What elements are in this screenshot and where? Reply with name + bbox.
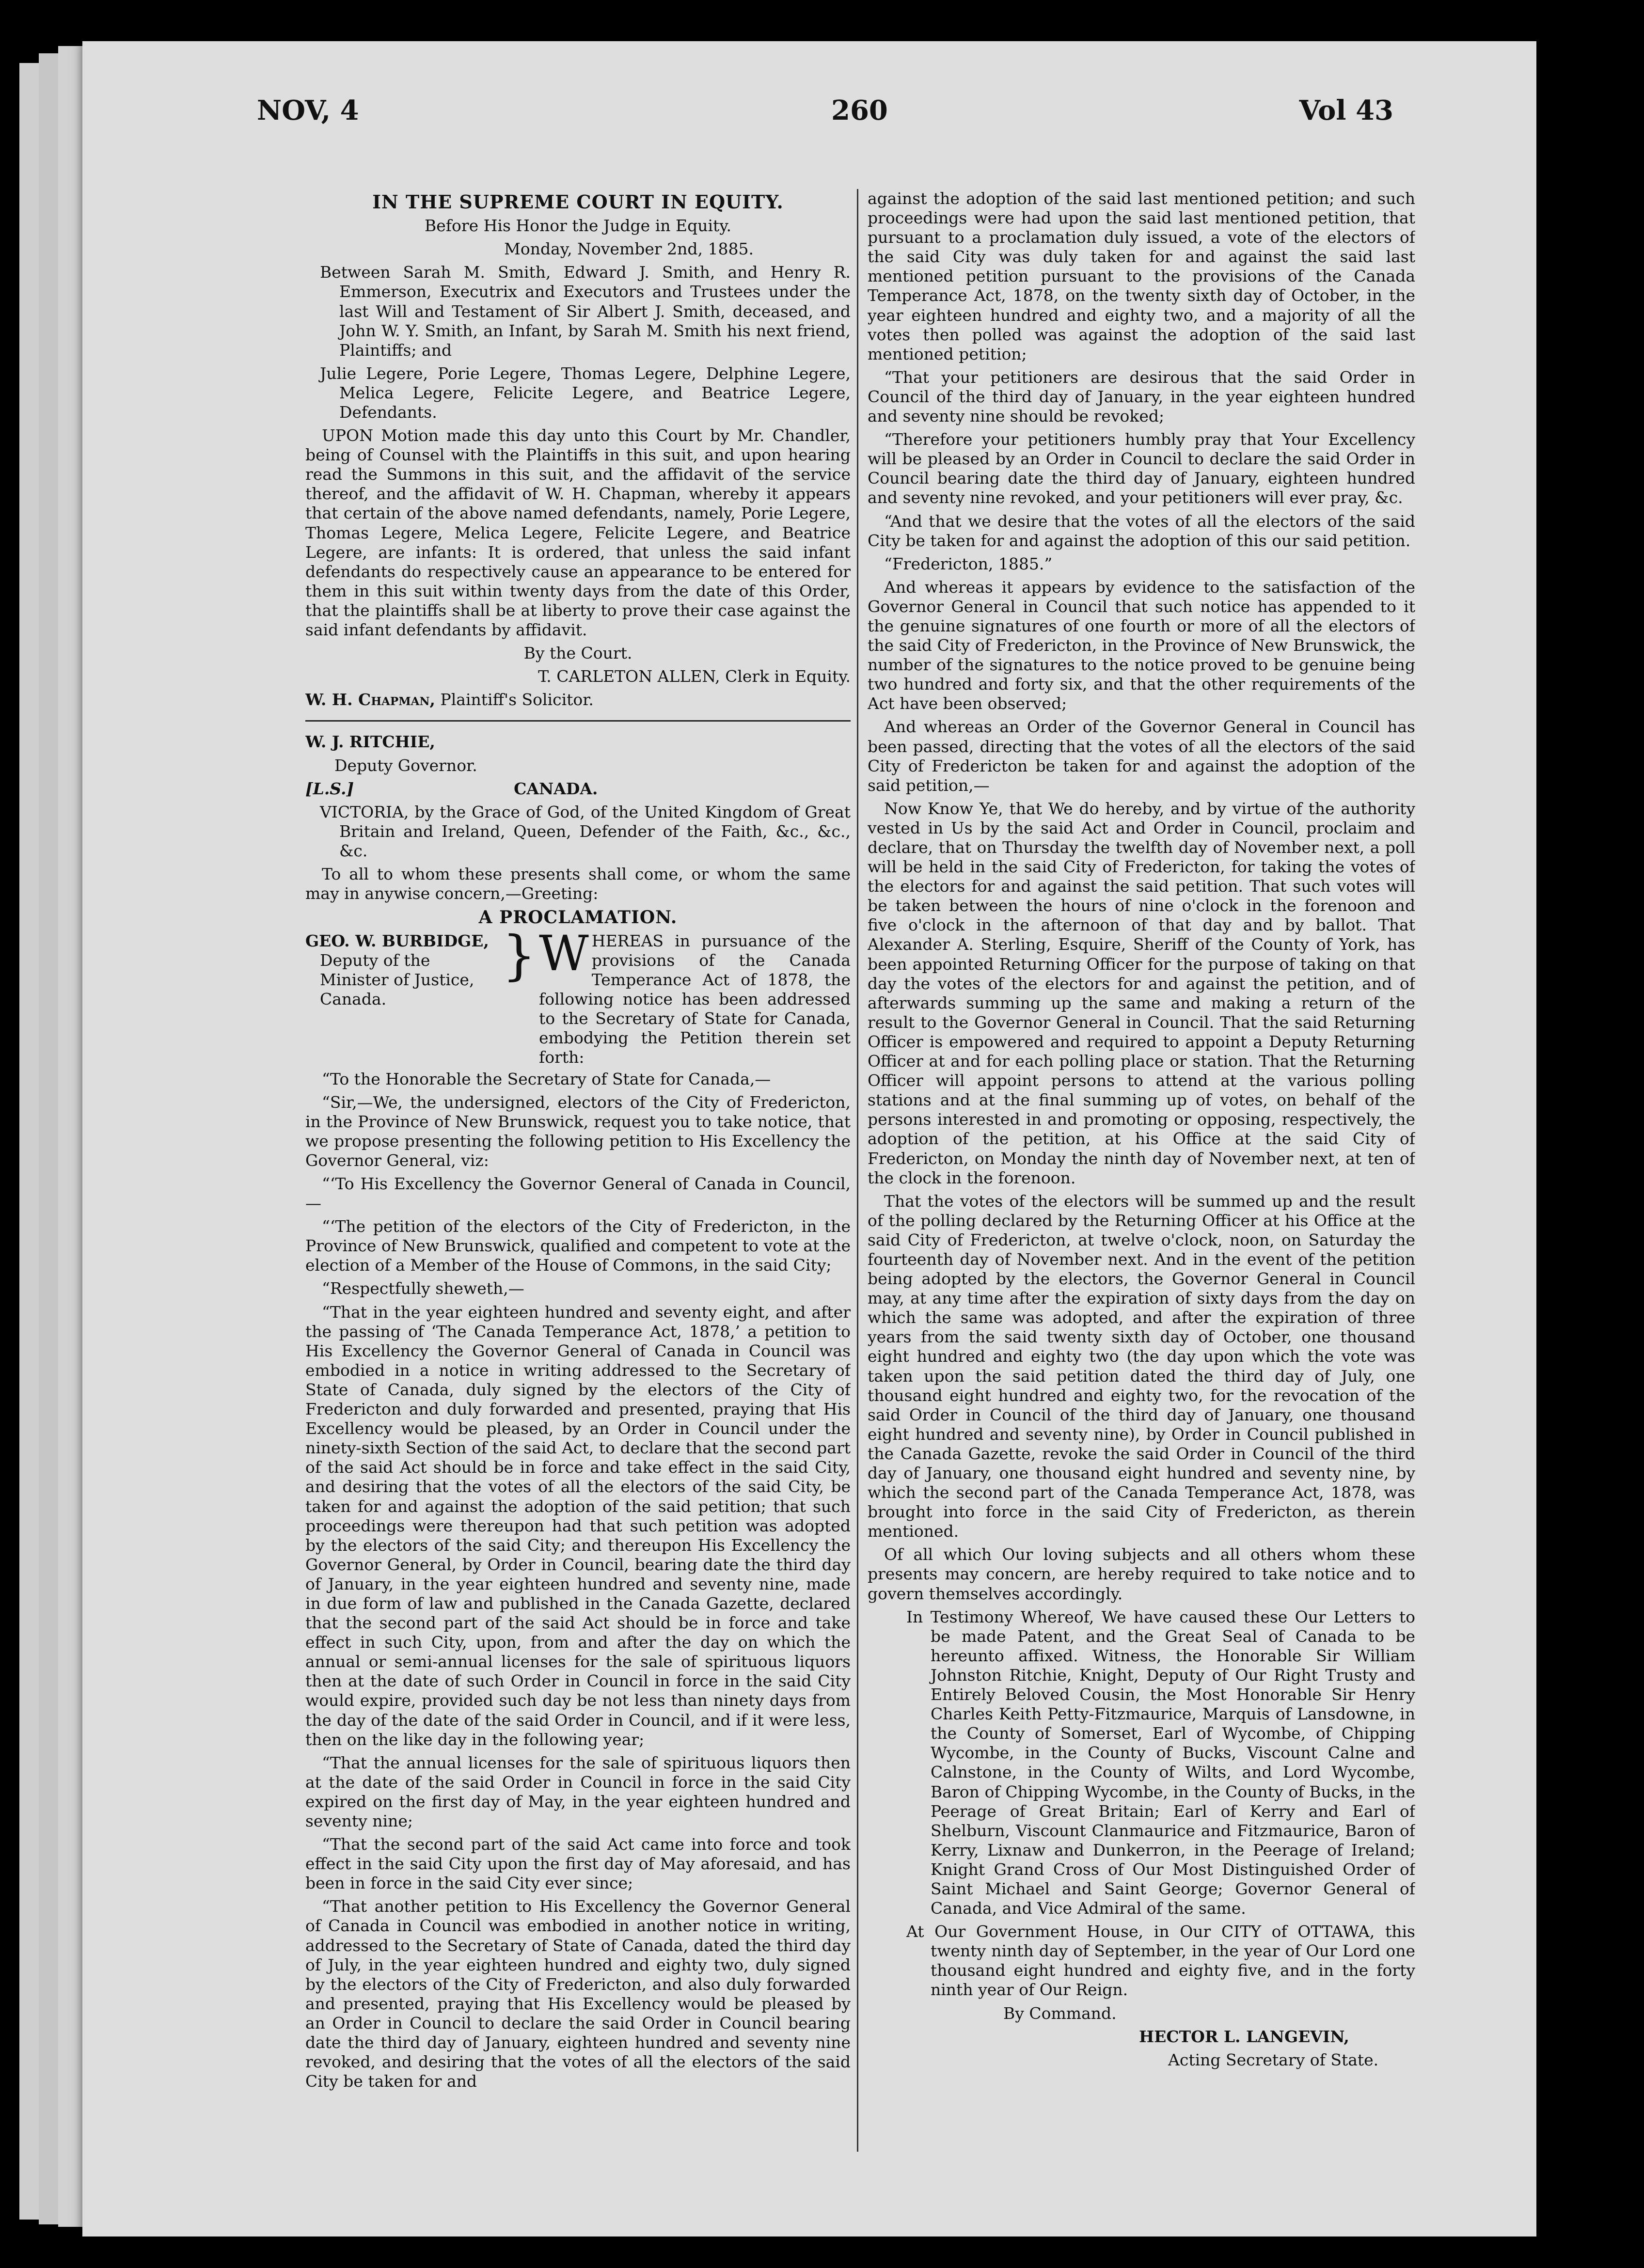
deputy-title: Deputy of the Minister of Justice, Canada. xyxy=(320,950,474,1009)
brace-glyph: } xyxy=(502,924,536,986)
petition-para: “Sir,—We, the undersigned, electors of the City of Fredericton, in the Province of New Brunswick, request you to take notice, that we propose presenting the following petition to His Excellency the Governor General, viz: xyxy=(305,1092,851,1170)
proclamation-to-all: To all to whom these presents shall come, or whom the same may in anywise concern,—Greeting: xyxy=(305,864,851,903)
right-column xyxy=(868,189,1415,2152)
petition-para: “Respectfully sheweth,— xyxy=(322,1279,524,1298)
government-house-para: At Our Government House, in Our CITY of OTTAWA, this twenty ninth day of September, in the year of Our Lord one thousand eight hundred and eighty five, and in the forty ninth year of Our Reign. xyxy=(906,1922,1415,2000)
petition-para: “That your petitioners are desirous that the said Order in Council of the third day of January, in the year eighteen hundred and seventy nine should be revoked; xyxy=(868,367,1415,426)
secretary-title: Acting Secretary of State. xyxy=(1168,2050,1379,2069)
proclamation-para: That the votes of the electors will be summed up and the result of the polling declared by the Returning Officer at his Office at the said City of Fredericton, at twelve o'clock, noon, on Saturday the fourteenth day of November next. And in the event of the petition being adopted by the electors, the Governor General in Council may, at any time after the expiration of sixty days from the day on which the same was adopted, and after the expiration of three years from the said twenty sixth day of October, one thousand eight hundred and eighty two (the day upon which the vote was taken upon the said petition dated the third day of July, one thousand eight hundred and eighty two, for the revocation of the said Order in Council of the third day of January, one thousand eight hundred and seventy nine), by Order in Council published in the Canada Gazette, revoke the said Order in Council of the third day of January, one thousand eight hundred and seventy nine, by which the second part of the Canada Temperance Act, 1878, was brought into force in the said City of Fredericton, as therein mentioned. xyxy=(868,1191,1415,1541)
by-command: By Command. xyxy=(1003,2003,1117,2023)
solicitor-name: W. H. Chapman, xyxy=(305,690,436,709)
petition-para: “Therefore your petitioners humbly pray that Your Excellency will be pleased by an Order in Council to declare the said Order in Council bearing date the third day of January, eighteen hundred and seventy nine revoked, and your petitioners will ever pray, &c. xyxy=(868,430,1415,507)
proclamation-para: And whereas it appears by evidence to the satisfaction of the Governor General in Council that such notice has appended to it the genuine signatures of one fourth or more of all the electors of the said City of Fredericton, in the Province of New Brunswick, the number of the signatures to the notice proved to be genuine being two hundred and forty six, and that the other requirements of the Act have been observed; xyxy=(868,577,1415,713)
proclamation-victoria: VICTORIA, by the Grace of God, of the United Kingdom of Great Britain and Ireland, Queen, Defender of the Faith, &c., &c., &c. xyxy=(320,802,851,860)
petition-para: “To the Honorable the Secretary of State for Canada,— xyxy=(322,1069,771,1088)
header-volume: Vol 43 xyxy=(1299,94,1393,126)
petition-para: “‘To His Excellency the Governor General of Canada in Council,— xyxy=(305,1174,851,1213)
court-before: Before His Honor the Judge in Equity. xyxy=(424,216,732,236)
whereas-text xyxy=(539,925,851,1068)
left-column xyxy=(305,189,851,2152)
page-header xyxy=(257,94,1393,148)
court-title: IN THE SUPREME COURT IN EQUITY. xyxy=(372,191,784,213)
court-between: Between Sarah M. Smith, Edward J. Smith, and Henry R. Emmerson, Executrix and Executors and Trustees under the last Will and Testament of Sir Albert J. Smith, deceased, and John W. Y. Smith, an Infant, by Sarah M. Smith his next friend, Plaintiffs; and xyxy=(320,263,851,360)
section-divider xyxy=(305,720,851,722)
proclamation-para: Now Know Ye, that We do hereby, and by virtue of the authority vested in Us by the said Act and Order in Council, proclaim and declare, that on Thursday the twelfth day of November next, a poll will be held in the said City of Fredericton, for taking the votes of the electors for and against the said petition. That such votes will be taken between the hours of nine o'clock in the forenoon and five o'clock in the afternoon of that day and by ballot. That Alexander A. Sterling, Esquire, Sheriff of the County of York, has been appointed Returning Officer for the purpose of taking on that day the votes of the electors for and against the petition, and of afterwards summing up the same and making a return of the result to the Governor General in Council. That the said Returning Officer is empowered and required to appoint a Deputy Returning Officer at and for each polling place or station. That the Returning Officer will appoint persons to attend at the various polling stations and at the final summing up of votes, on behalf of the persons interested in and promoting or opposing, respectively, the adoption of the petition, at his Office at the said City of Fredericton, on Monday the ninth day of November next, at ten of the clock in the forenoon. xyxy=(868,799,1415,1187)
petition-para: “That the second part of the said Act came into force and took effect in the said City upon the first day of May aforesaid, and has been in force in the said City ever since; xyxy=(305,1835,851,1893)
petition-para: against the adoption of the said last mentioned petition; and such proceedings were had upon the said last mentioned petition, that pursuant to a proclamation duly issued, a vote of the electors of the said City was duly taken for and against the said last mentioned petition pursuant to the provisions of the Canada Temperance Act, 1878, on the twenty sixth day of October, in the year eighteen hundred and eighty two, and a majority of all the votes then polled was against the adoption of the said last mentioned petition; xyxy=(868,189,1415,363)
deputy-info xyxy=(305,931,499,1009)
solicitor-role: Plaintiff's Solicitor. xyxy=(440,690,594,709)
whereas-body: HEREAS in pursuance of the provisions of the Canada Temperance Act of 1878, the following notice has been addressed to the Secretary of State for Canada, embodying the Petition therein set forth: xyxy=(539,931,851,1067)
proclamation-para: Of all which Our loving subjects and all others whom these presents may concern, are hereby required to take notice and to govern themselves accordingly. xyxy=(868,1545,1415,1603)
court-solicitor xyxy=(305,690,851,709)
deputy-name: GEO. W. BURBIDGE, xyxy=(305,931,489,950)
seal-line xyxy=(305,779,851,799)
header-date: NOV, 4 xyxy=(257,94,359,126)
petition-para: “That in the year eighteen hundred and seventy eight, and after the passing of ‘The Canada Temperance Act, 1878,’ a petition to His Excellency the Governor General of Canada in Council was embodied in a notice in writing addressed to the Secretary of State of Canada, duly signed by the electors of the City of Fredericton and duly forwarded and presented, praying that His Excellency would be pleased, by an Order in Council under the ninety-sixth Section of the said Act, to declare that the second part of the said Act should be in force and take effect in the said City, and desiring that the votes of all the electors of the said City, be taken for and against the adoption of the said petition; that such proceedings were thereupon had that such petition was adopted by the electors of the said City; and thereupon His Excellency the Governor General, by Order in Council, bearing date the third day of January, in the year eighteen hundred and seventy nine, made in due form of law and published in the Canada Gazette, declared that the second part of the said Act should be in force and take effect in such City, upon, from and after the day on which the annual or semi-annual licenses for the sale of spirituous liquors then at the date of such Order in Council in force in the said City would expire, provided such day be not less than ninety days from the day of the date of the said Order in Council, and if it were less, then on the like day in the following year; xyxy=(305,1302,851,1749)
court-defendants: Julie Legere, Porie Legere, Thomas Legere, Delphine Legere, Melica Legere, Felicite Legere, and Beatrice Legere, Defendants. xyxy=(320,363,851,422)
proclamation-signer-title: Deputy Governor. xyxy=(334,756,477,775)
petition-para: “That the annual licenses for the sale of spirituous liquors then at the date of the said Order in Council in force in the said City expired on the first day of May, in the year eighteen hundred and seventy nine; xyxy=(305,1753,851,1831)
seal-mark: [L.S.] xyxy=(305,779,354,798)
secretary-name: HECTOR L. LANGEVIN, xyxy=(1139,2027,1349,2046)
petition-para: “‘The petition of the electors of the City of Fredericton, in the Province of New Brunswick, qualified and competent to vote at the election of a Member of the House of Commons, in the said City; xyxy=(305,1217,851,1275)
deputy-block xyxy=(305,924,851,1068)
petition-para: “That another petition to His Excellency the Governor General of Canada in Council was embodied in another notice in writing, addressed to the Secretary of State of Canada, dated the third day of July, in the year eighteen hundred and eighty two, duly signed by the electors of the City of Fredericton, and also duly forwarded and presented, praying that His Excellency would be pleased by an Order in Council to declare the said Order in Council bearing date the third day of January, eighteen hundred and seventy nine revoked, and desiring that the votes of all the electors of the said City be taken for and xyxy=(305,1897,851,2091)
petition-para: “Fredericton, 1885.” xyxy=(884,554,1053,573)
court-order: UPON Motion made this day unto this Court by Mr. Chandler, being of Counsel with the Plaintiffs in this suit, and upon hearing read the Summons in this suit, and the affidavit of the service thereof, and the affidavit of W. H. Chapman, whereby it appears that certain of the above named defendants, namely, Porie Legere, Thomas Legere, Melica Legere, Felicite Legere, and Beatrice Legere, are infants: It is ordered, that unless the said infant defendants do respectively cause an appearance to be entered for them in this suit within twenty days from the date of this Order, that the plaintiffs shall be at liberty to prove their case against the said infant defendants by affidavit. xyxy=(305,426,851,640)
column-rule xyxy=(857,189,858,2152)
court-by-court: By the Court. xyxy=(523,644,632,663)
header-page-number: 260 xyxy=(831,94,888,126)
court-date: Monday, November 2nd, 1885. xyxy=(504,239,754,259)
court-clerk: T. CARLETON ALLEN, Clerk in Equity. xyxy=(538,667,851,686)
drop-cap: W xyxy=(539,925,589,982)
testimony-para: In Testimony Whereof, We have caused these Our Letters to be made Patent, and the Great Seal of Canada to be hereunto affixed. Witness, the Honorable Sir William Johnston Ritchie, Knight, Deputy of Our Right Trusty and Entirely Beloved Cousin, the Most Honorable Sir Henry Charles Keith Petty-Fitzmaurice, Marquis of Lansdowne, in the County of Somerset, Earl of Wycombe, of Chipping Wycombe, in the County of Bucks, Viscount Calne and Calnstone, in the County of Wilts, and Lord Wycombe, Baron of Chipping Wycombe, in the County of Bucks, in the Peerage of Great Britain; Earl of Kerry and Earl of Shelburn, Viscount Clanmaurice and Fitzmaurice, Baron of Kerry, Lixnaw and Dunkerron, in the Peerage of Ireland; Knight Grand Cross of Our Most Distinguished Order of Saint Michael and Saint George; Governor General of Canada, and Vice Admiral of the same. xyxy=(906,1607,1415,1918)
country-name: CANADA. xyxy=(514,779,598,798)
proclamation-signer: W. J. RITCHIE, xyxy=(305,732,435,752)
proclamation-para: And whereas an Order of the Governor General in Council has been passed, directing that the votes of all the electors of the said City of Fredericton be taken for and against the adoption of the said petition,— xyxy=(868,717,1415,795)
petition-para: “And that we desire that the votes of all the electors of the said City be taken for and against the adoption of this our said petition. xyxy=(868,511,1415,550)
proclamation-heading: A PROCLAMATION. xyxy=(478,907,678,928)
